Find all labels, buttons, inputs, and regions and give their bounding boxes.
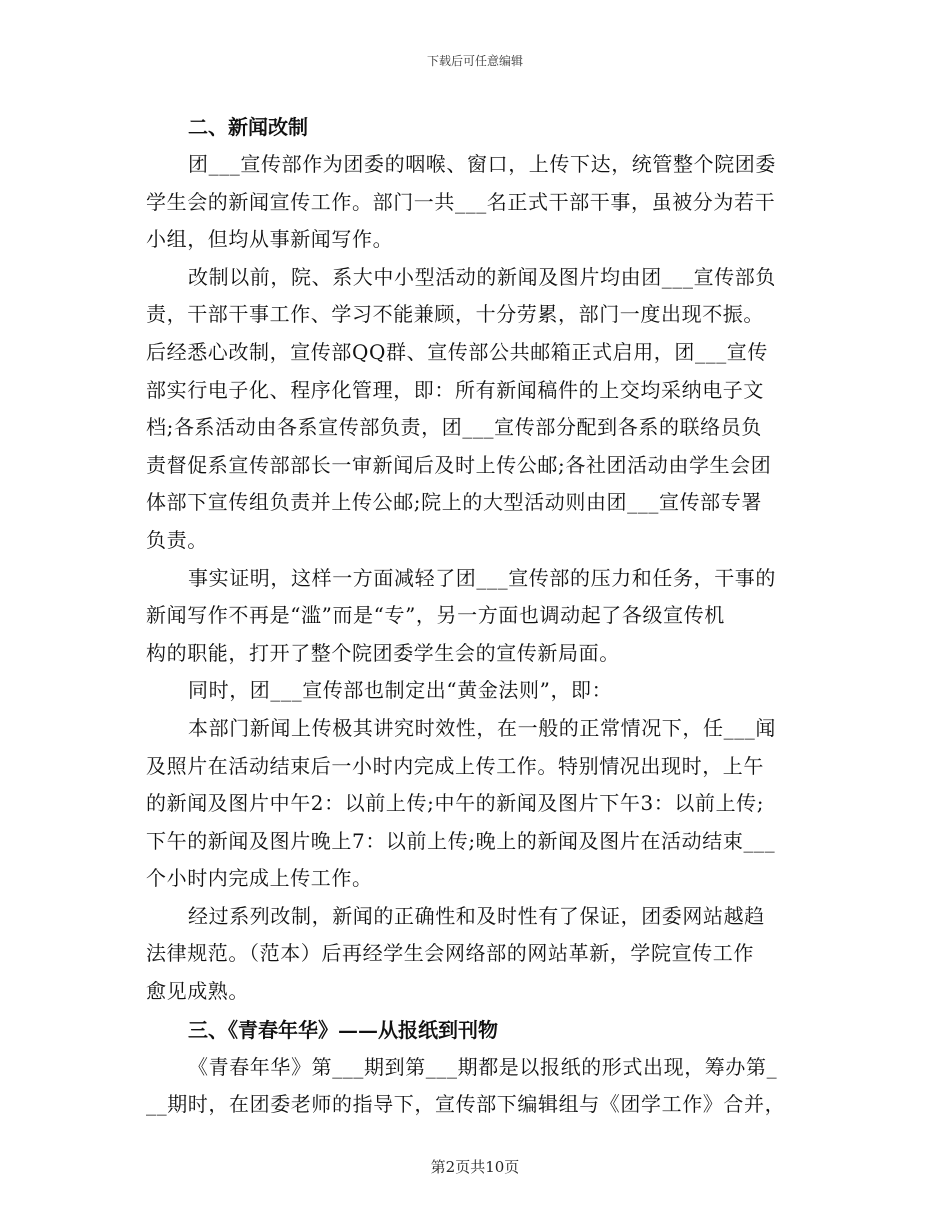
page-footer: 第2页共10页 bbox=[430, 1158, 520, 1176]
section-heading: 三、《青春年华》——从报纸到刊物 bbox=[188, 1017, 498, 1042]
paragraph bbox=[146, 672, 808, 710]
paragraph-line: 团___宣传部作为团委的咽喉、窗口，上传下达，统管整个院团委 bbox=[188, 152, 776, 176]
paragraph-line: __期时，在团委老师的指导下，宣传部下编辑组与《团学工作》合并， bbox=[146, 1092, 786, 1117]
paragraph-line: 小组，但均从事新闻写作。 bbox=[146, 227, 394, 252]
paragraph-line: 负责。 bbox=[146, 527, 208, 552]
paragraph-line: 责督促系宣传部部长一审新闻后及时上传公邮;各社团活动由学生会团 bbox=[146, 452, 772, 477]
paragraph bbox=[146, 560, 808, 673]
paragraph-line: 部实行电子化、程序化管理，即：所有新闻稿件的上交均采纳电子文 bbox=[146, 377, 764, 402]
paragraph-line: 愈见成熟。 bbox=[146, 979, 249, 1004]
paragraph-line: 下午的新闻及图片晚上7：以前上传;晚上的新闻及图片在活动结束___ bbox=[146, 828, 776, 853]
paragraph bbox=[146, 1049, 808, 1124]
page-header: 下载后可任意编辑 bbox=[426, 54, 523, 68]
paragraph-line: 构的职能，打开了整个院团委学生会的宣传新局面。 bbox=[146, 640, 620, 665]
paragraph-line: 改制以前，院、系大中小型活动的新闻及图片均由团___宣传部负 bbox=[188, 264, 776, 289]
paragraph-line: 同时，团___宣传部也制定出“黄金法则”，即： bbox=[188, 678, 613, 703]
paragraph-line: 后经悉心改制，宣传部QQ群、宣传部公共邮箱正式启用，团___宣传 bbox=[146, 339, 768, 364]
paragraph-line: 体部下宣传组负责并上传公邮;院上的大型活动则由团___宣传部专署 bbox=[146, 490, 762, 515]
paragraph-line: 经过系列改制，新闻的正确性和及时性有了保证，团委网站越趋 bbox=[188, 903, 765, 928]
paragraph bbox=[146, 259, 808, 560]
paragraph-line: 事实证明，这样一方面减轻了团___宣传部的压力和任务，干事的 bbox=[188, 565, 776, 590]
paragraph-line: 学生会的新闻宣传工作。部门一共___名正式干部干事，虽被分为若干 bbox=[146, 189, 776, 214]
paragraph-line: 个小时内完成上传工作。 bbox=[146, 866, 373, 891]
paragraph-line: 新闻写作不再是“滥”而是“专”，另一方面也调动起了各级宣传机 bbox=[146, 603, 725, 628]
paragraph-line: 《青春年华》第___期到第___期都是以报纸的形式出现，筹办第_ bbox=[188, 1054, 778, 1079]
section-heading: 二、新闻改制 bbox=[188, 115, 308, 139]
paragraph bbox=[146, 710, 808, 898]
paragraph-line: 的新闻及图片中午2：以前上传;中午的新闻及图片下午3：以前上传; bbox=[146, 791, 765, 816]
paragraph-line: 责，干部干事工作、学习不能兼顾，十分劳累，部门一度出现不振。 bbox=[146, 302, 764, 327]
paragraph bbox=[146, 898, 808, 1011]
paragraph-line: 本部门新闻上传极其讲究时效性，在一般的正常情况下，任___闻 bbox=[188, 715, 776, 740]
paragraph-line: 法律规范。（范本）后再经学生会网络部的网站革新，学院宣传工作 bbox=[146, 941, 754, 966]
paragraph bbox=[146, 146, 808, 259]
document-body bbox=[146, 108, 808, 1124]
paragraph-line: 档;各系活动由各系宣传部负责，团___宣传部分配到各系的联络员负 bbox=[146, 415, 762, 440]
paragraph-line: 及照片在活动结束后一小时内完成上传工作。特别情况出现时，上午 bbox=[146, 753, 764, 778]
